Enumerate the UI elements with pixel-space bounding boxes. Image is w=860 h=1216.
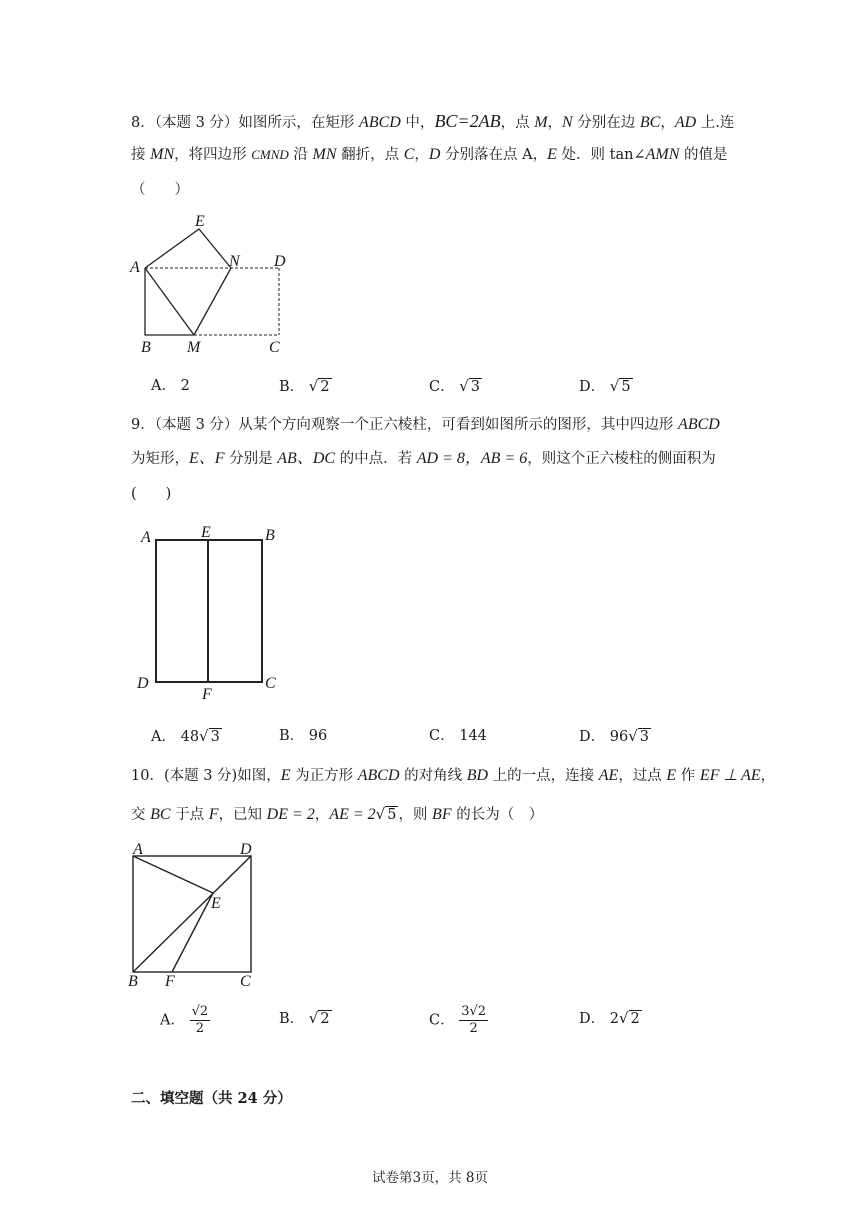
section-heading: 二、填空题（共 24 分）	[131, 1090, 292, 1107]
q8-line2: 接 MN，将四边形 CMND 沿 MN 翻折，点 C，D 分别落在点 A，E 处．则 tan∠AMN 的值是	[131, 146, 728, 163]
q10-label-f: F	[165, 973, 175, 990]
q9-label-c: C	[265, 675, 276, 692]
q10-option-d[interactable]: D． 2√ 2	[579, 1009, 640, 1027]
q10-label-e: E	[211, 895, 221, 912]
page-footer: 试卷第3页，共 8页	[372, 1170, 488, 1186]
q10-label-a: A	[133, 841, 143, 858]
q8-option-b[interactable]: B． √ 2	[279, 377, 330, 395]
q8-label-c: C	[269, 339, 280, 355]
q8-option-c[interactable]: C． √ 3	[429, 377, 481, 395]
q8-label-b: B	[141, 339, 151, 355]
q9-label-f: F	[202, 686, 212, 703]
q8-option-d[interactable]: D． √ 5	[579, 377, 631, 395]
q9-label-b: B	[265, 527, 275, 544]
q10-option-a[interactable]: A． $\frac{√2}{2}$	[160, 1004, 209, 1036]
q9-answer-blank: ( )	[131, 486, 172, 502]
q8-option-a[interactable]: A． 2	[151, 378, 190, 394]
q9-line1: 9．（本题 3 分）从某个方向观察一个正六棱柱，可看到如图所示的图形，其中四边形 ABCD	[131, 416, 720, 433]
q8-label-d: D	[274, 253, 286, 270]
q9-label-a: A	[141, 529, 151, 546]
q9-label-e: E	[201, 524, 211, 541]
q10-label-d: D	[240, 841, 252, 858]
q9-option-a[interactable]: A． 48√ 3	[151, 727, 220, 745]
q8-label-e: E	[195, 213, 205, 230]
q8-figure	[126, 210, 296, 355]
q10-label-c: C	[240, 973, 251, 990]
q8-label-a: A	[130, 259, 140, 276]
q8-line1: 8．（本题 3 分）如图所示，在矩形 ABCD 中，BC=2AB，点 M，N 分别在边 BC，AD 上.连	[131, 111, 735, 131]
q10-label-b: B	[128, 973, 138, 990]
q10-figure	[124, 838, 264, 990]
q10-option-b[interactable]: B． √ 2	[279, 1009, 330, 1027]
q9-line2: 为矩形，E、F 分别是 AB、DC 的中点．若 AD = 8，AB = 6，则这个正六棱柱的侧面积为	[131, 450, 716, 467]
q9-option-b[interactable]: B． 96	[279, 728, 328, 744]
q9-label-d: D	[137, 675, 149, 692]
q8-label-n: N	[229, 253, 240, 270]
q10-line1: 10．(本题 3 分)如图，E 为正方形 ABCD 的对角线 BD 上的一点，连接 AE，过点 E 作 EF ⊥ AE，	[131, 767, 776, 784]
q9-option-d[interactable]: D． 96√ 3	[579, 727, 649, 745]
q10-option-c[interactable]: C． $\frac{3√2}{2}$	[429, 1004, 487, 1036]
q8-label-m: M	[187, 339, 201, 355]
q10-line2: 交 BC 于点 F，已知 DE = 2，AE = 2√ 5 ，则 BF 的长为（ ）	[131, 805, 544, 823]
q8-answer-blank: （ ）	[131, 182, 189, 198]
q9-option-c[interactable]: C． 144	[429, 728, 487, 744]
q9-figure	[130, 518, 290, 703]
